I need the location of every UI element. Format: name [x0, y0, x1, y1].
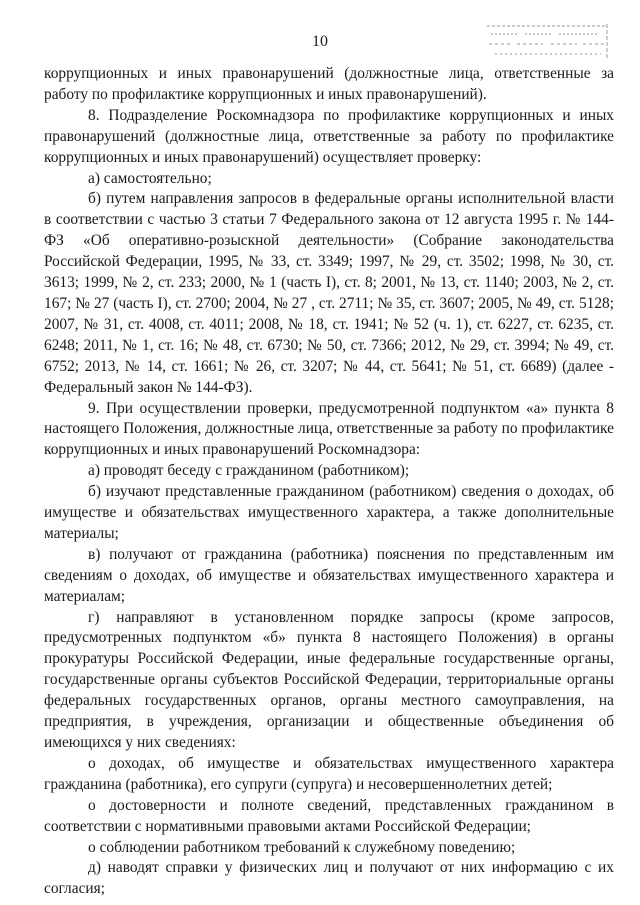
paragraph-0: коррупционных и иных правонарушений (должностные лица, ответственные за работу по профилактике коррупционных и иных правонарушений). [44, 65, 614, 103]
paragraph-9g-reliability: о достоверности и полноте сведений, представленных гражданином в соответствии с нормативными правовыми актами Российской Федерации; [44, 796, 614, 835]
paragraph-8b: б) путем направления запросов в федеральные органы исполнительной власти в соответствии с частью 3 статьи 7 Федерального закона от 12 августа 1995 г. № 144-ФЗ «Об оперативно-розыскной деятельности» (Собрание законодательства Российской Федерации, 1995, № 33, ст. 3349; 1997, № 29, ст. 3502; 1998, № 30, ст. 3613; 1999, № 2, ст. 233; 2000, № 1 (часть I), ст. 8; 2001, № 13, ст. 1140; 2003, № 2, ст. 167; № 27 (часть I), ст. 2700; 2004, № 27 , ст. 2711; № 35, ст. 3607; 2005, № 49, ст. 5128; 2007, № 31, ст. 4008, ст. 4011; 2008, № 18, ст. 1941; № 52 (ч. 1), ст. 6227, ст. 6235, ст. 6248; 2011, № 1, ст. 16; № 48, ст. 6730; № 50, ст. 7366; 2012, № 29, ст. 3994; № 49, ст. 6752; 2013, № 14, ст. 1661; № 26, ст. 3207; № 44, ст. 5641; № 51, ст. 6689) (далее - Федеральный закон № 144-ФЗ). [44, 190, 614, 396]
page-number: 10 [312, 33, 328, 50]
document-body [44, 64, 614, 900]
stamp-mark [481, 18, 613, 62]
paragraph-9d: д) наводят справки у физических лиц и получают от них информацию с их согласия; [44, 859, 614, 898]
paragraph-9v: в) получают от гражданина (работника) пояснения по представленным им сведениям о доходах, об имуществе и обязательствах имущественного характера и материалам; [44, 545, 614, 605]
paragraph-9g-income: о доходах, об имуществе и обязательствах имущественного характера гражданина (работника), его супруги (супруга) и несовершеннолетних детей; [44, 754, 614, 793]
paragraph-9b: б) изучают представленные гражданином (работником) сведения о доходах, об имуществе и обязательствах имущественного характера, а также дополнительные материалы; [44, 483, 614, 542]
paragraph-9a: а) проводят беседу с гражданином (работником); [88, 462, 410, 480]
paragraph-8: 8. Подразделение Роскомнадзора по профилактике коррупционных и иных правонарушений (должностные лица, ответственные за работу по профилактике коррупционных и иных правонарушений) осуществляет проверку: [44, 106, 614, 166]
paragraph-8a: а) самостоятельно; [88, 169, 212, 187]
paragraph-9g: г) направляют в установленном порядке запросы (кроме запросов, предусмотренных подпунктом «б» пункта 8 настоящего Положения) в органы прокуратуры Российской Федерации, иные федеральные государственные органы, государственные органы субъектов Российской Федерации, территориальные органы федеральных государственных органов, органы местного самоуправления, на предприятия, в учреждения, организации и общественные объединения об имеющихся у них сведениях: [44, 608, 614, 751]
paragraph-9g-conduct: о соблюдении работником требований к служебному поведению; [88, 838, 516, 856]
paragraph-9: 9. При осуществлении проверки, предусмотренной подпунктом «а» пункта 8 настоящего Положения, должностные лица, ответственные за работу по профилактике коррупционных и иных правонарушений Роскомнадзора: [44, 399, 614, 459]
